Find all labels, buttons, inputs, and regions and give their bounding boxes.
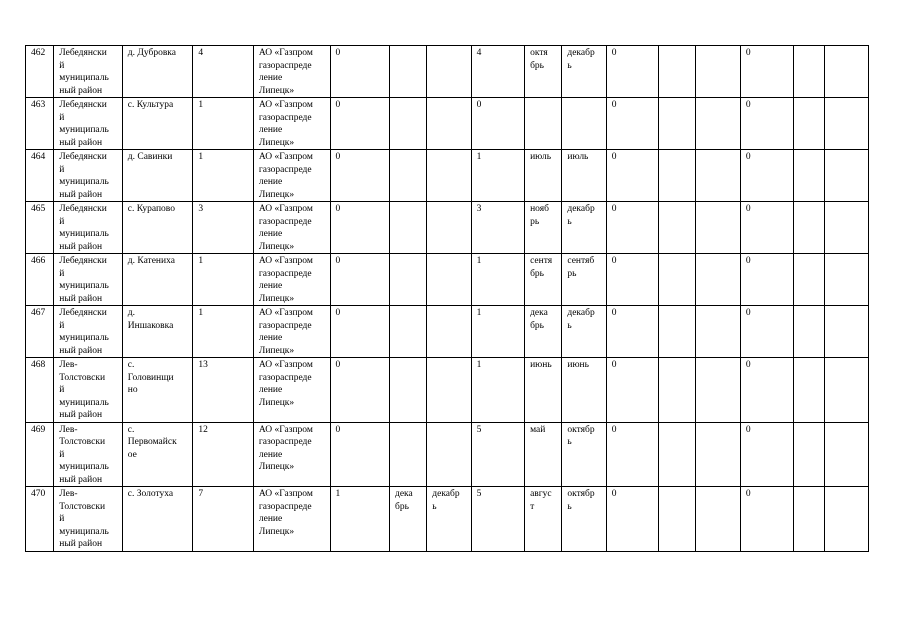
cell-extra-2 bbox=[824, 487, 869, 552]
cell-month-b-end: июнь bbox=[562, 358, 606, 423]
cell-value-a: 0 bbox=[330, 202, 389, 254]
cell-value-a: 0 bbox=[330, 358, 389, 423]
cell-month-c-start bbox=[659, 306, 696, 358]
table-row bbox=[26, 150, 869, 202]
cell-value-d: 0 bbox=[740, 150, 793, 202]
cell-month-c-end bbox=[696, 306, 740, 358]
cell-month-b-start: октя брь bbox=[525, 46, 562, 98]
cell-value-b: 1 bbox=[471, 358, 524, 423]
cell-month-a-start bbox=[389, 422, 426, 487]
cell-district: Лев- Толстовски й муниципаль ный район bbox=[54, 422, 123, 487]
cell-extra-1 bbox=[794, 254, 824, 306]
cell-extra-1 bbox=[794, 422, 824, 487]
table-row bbox=[26, 487, 869, 552]
cell-month-a-start bbox=[389, 254, 426, 306]
cell-value-b: 5 bbox=[471, 487, 524, 552]
cell-count: 13 bbox=[193, 358, 254, 423]
cell-settlement: с. Культура bbox=[122, 98, 193, 150]
cell-month-a-start bbox=[389, 202, 426, 254]
cell-settlement: д. Катениха bbox=[122, 254, 193, 306]
cell-value-c: 0 bbox=[606, 487, 658, 552]
cell-organization: АО «Газпром газораспреде ление Липецк» bbox=[253, 422, 330, 487]
cell-month-c-start bbox=[659, 202, 696, 254]
cell-value-a: 0 bbox=[330, 422, 389, 487]
cell-district: Лебедянски й муниципаль ный район bbox=[54, 306, 123, 358]
cell-value-b: 3 bbox=[471, 202, 524, 254]
cell-month-a-start bbox=[389, 46, 426, 98]
cell-value-c: 0 bbox=[606, 422, 658, 487]
cell-value-b: 4 bbox=[471, 46, 524, 98]
cell-district: Лебедянски й муниципаль ный район bbox=[54, 98, 123, 150]
cell-month-c-start bbox=[659, 487, 696, 552]
cell-month-c-end bbox=[696, 150, 740, 202]
table-row bbox=[26, 422, 869, 487]
cell-month-a-end bbox=[427, 358, 471, 423]
cell-value-d: 0 bbox=[740, 358, 793, 423]
cell-value-a: 1 bbox=[330, 487, 389, 552]
cell-row-number: 463 bbox=[26, 98, 54, 150]
cell-month-a-start bbox=[389, 150, 426, 202]
cell-month-a-start bbox=[389, 98, 426, 150]
cell-row-number: 469 bbox=[26, 422, 54, 487]
cell-extra-2 bbox=[824, 98, 869, 150]
cell-organization: АО «Газпром газораспреде ление Липецк» bbox=[253, 150, 330, 202]
cell-month-c-start bbox=[659, 150, 696, 202]
cell-district: Лебедянски й муниципаль ный район bbox=[54, 150, 123, 202]
cell-extra-1 bbox=[794, 98, 824, 150]
cell-count: 1 bbox=[193, 254, 254, 306]
cell-month-a-end bbox=[427, 150, 471, 202]
cell-district: Лев- Толстовски й муниципаль ный район bbox=[54, 487, 123, 552]
cell-count: 7 bbox=[193, 487, 254, 552]
cell-month-b-start: авгус т bbox=[525, 487, 562, 552]
cell-value-d: 0 bbox=[740, 487, 793, 552]
cell-month-c-start bbox=[659, 254, 696, 306]
cell-extra-2 bbox=[824, 358, 869, 423]
cell-value-d: 0 bbox=[740, 422, 793, 487]
table-body bbox=[26, 46, 869, 552]
cell-month-b-end: октябр ь bbox=[562, 487, 606, 552]
cell-month-c-start bbox=[659, 358, 696, 423]
cell-value-c: 0 bbox=[606, 254, 658, 306]
cell-value-b: 1 bbox=[471, 254, 524, 306]
cell-row-number: 467 bbox=[26, 306, 54, 358]
cell-value-d: 0 bbox=[740, 202, 793, 254]
cell-value-c: 0 bbox=[606, 306, 658, 358]
cell-month-b-start: сентя брь bbox=[525, 254, 562, 306]
cell-value-d: 0 bbox=[740, 306, 793, 358]
cell-organization: АО «Газпром газораспреде ление Липецк» bbox=[253, 46, 330, 98]
cell-value-b: 1 bbox=[471, 306, 524, 358]
data-table bbox=[25, 45, 869, 552]
cell-month-b-end: октябр ь bbox=[562, 422, 606, 487]
cell-extra-2 bbox=[824, 46, 869, 98]
cell-row-number: 466 bbox=[26, 254, 54, 306]
cell-district: Лебедянски й муниципаль ный район bbox=[54, 254, 123, 306]
cell-extra-1 bbox=[794, 306, 824, 358]
cell-month-a-start bbox=[389, 306, 426, 358]
cell-value-a: 0 bbox=[330, 306, 389, 358]
cell-month-b-end: декабр ь bbox=[562, 202, 606, 254]
cell-extra-1 bbox=[794, 46, 824, 98]
cell-value-a: 0 bbox=[330, 150, 389, 202]
cell-extra-1 bbox=[794, 358, 824, 423]
cell-month-a-start bbox=[389, 358, 426, 423]
cell-month-c-end bbox=[696, 202, 740, 254]
table-row bbox=[26, 46, 869, 98]
cell-month-a-end bbox=[427, 306, 471, 358]
cell-organization: АО «Газпром газораспреде ление Липецк» bbox=[253, 254, 330, 306]
cell-month-b-start bbox=[525, 98, 562, 150]
cell-organization: АО «Газпром газораспреде ление Липецк» bbox=[253, 358, 330, 423]
cell-settlement: с. Золотуха bbox=[122, 487, 193, 552]
cell-count: 1 bbox=[193, 150, 254, 202]
cell-organization: АО «Газпром газораспреде ление Липецк» bbox=[253, 487, 330, 552]
cell-extra-2 bbox=[824, 150, 869, 202]
cell-value-d: 0 bbox=[740, 254, 793, 306]
cell-extra-2 bbox=[824, 202, 869, 254]
cell-month-c-start bbox=[659, 46, 696, 98]
cell-extra-2 bbox=[824, 422, 869, 487]
table-row bbox=[26, 306, 869, 358]
cell-month-c-start bbox=[659, 98, 696, 150]
cell-month-a-end bbox=[427, 46, 471, 98]
cell-value-a: 0 bbox=[330, 254, 389, 306]
cell-settlement: с. Головинщи но bbox=[122, 358, 193, 423]
cell-extra-1 bbox=[794, 202, 824, 254]
cell-month-a-end bbox=[427, 202, 471, 254]
cell-month-a-end bbox=[427, 254, 471, 306]
cell-month-a-start: дека брь bbox=[389, 487, 426, 552]
cell-extra-1 bbox=[794, 487, 824, 552]
cell-value-c: 0 bbox=[606, 98, 658, 150]
cell-month-b-end: декабр ь bbox=[562, 306, 606, 358]
cell-month-a-end: декабр ь bbox=[427, 487, 471, 552]
cell-row-number: 462 bbox=[26, 46, 54, 98]
cell-settlement: д. Дубровка bbox=[122, 46, 193, 98]
cell-organization: АО «Газпром газораспреде ление Липецк» bbox=[253, 306, 330, 358]
cell-value-d: 0 bbox=[740, 98, 793, 150]
cell-settlement: д. Савинки bbox=[122, 150, 193, 202]
cell-month-b-start: май bbox=[525, 422, 562, 487]
table-row bbox=[26, 358, 869, 423]
cell-district: Лебедянски й муниципаль ный район bbox=[54, 202, 123, 254]
cell-value-b: 0 bbox=[471, 98, 524, 150]
cell-month-c-end bbox=[696, 487, 740, 552]
cell-district: Лев- Толстовски й муниципаль ный район bbox=[54, 358, 123, 423]
cell-district: Лебедянски й муниципаль ный район bbox=[54, 46, 123, 98]
cell-row-number: 468 bbox=[26, 358, 54, 423]
cell-month-b-end: декабр ь bbox=[562, 46, 606, 98]
cell-value-c: 0 bbox=[606, 202, 658, 254]
cell-settlement: с. Первомайск ое bbox=[122, 422, 193, 487]
cell-extra-2 bbox=[824, 254, 869, 306]
cell-count: 1 bbox=[193, 306, 254, 358]
cell-value-b: 5 bbox=[471, 422, 524, 487]
cell-month-b-start: июнь bbox=[525, 358, 562, 423]
cell-month-a-end bbox=[427, 98, 471, 150]
table-row bbox=[26, 202, 869, 254]
cell-month-c-end bbox=[696, 46, 740, 98]
cell-count: 12 bbox=[193, 422, 254, 487]
cell-row-number: 465 bbox=[26, 202, 54, 254]
cell-value-c: 0 bbox=[606, 150, 658, 202]
cell-organization: АО «Газпром газораспреде ление Липецк» bbox=[253, 98, 330, 150]
cell-value-a: 0 bbox=[330, 98, 389, 150]
table-row bbox=[26, 98, 869, 150]
cell-count: 3 bbox=[193, 202, 254, 254]
cell-month-c-end bbox=[696, 98, 740, 150]
cell-month-b-start: нояб рь bbox=[525, 202, 562, 254]
cell-value-c: 0 bbox=[606, 46, 658, 98]
cell-count: 4 bbox=[193, 46, 254, 98]
cell-month-a-end bbox=[427, 422, 471, 487]
cell-month-c-start bbox=[659, 422, 696, 487]
cell-month-b-start: июль bbox=[525, 150, 562, 202]
cell-extra-1 bbox=[794, 150, 824, 202]
cell-month-c-end bbox=[696, 422, 740, 487]
cell-value-b: 1 bbox=[471, 150, 524, 202]
cell-count: 1 bbox=[193, 98, 254, 150]
cell-settlement: с. Курапово bbox=[122, 202, 193, 254]
cell-value-c: 0 bbox=[606, 358, 658, 423]
cell-month-b-end bbox=[562, 98, 606, 150]
cell-row-number: 464 bbox=[26, 150, 54, 202]
cell-row-number: 470 bbox=[26, 487, 54, 552]
cell-value-a: 0 bbox=[330, 46, 389, 98]
cell-month-c-end bbox=[696, 254, 740, 306]
cell-month-b-end: сентяб рь bbox=[562, 254, 606, 306]
table-row bbox=[26, 254, 869, 306]
cell-organization: АО «Газпром газораспреде ление Липецк» bbox=[253, 202, 330, 254]
cell-month-b-end: июль bbox=[562, 150, 606, 202]
cell-month-c-end bbox=[696, 358, 740, 423]
cell-settlement: д. Иншаковка bbox=[122, 306, 193, 358]
cell-month-b-start: дека брь bbox=[525, 306, 562, 358]
cell-extra-2 bbox=[824, 306, 869, 358]
cell-value-d: 0 bbox=[740, 46, 793, 98]
